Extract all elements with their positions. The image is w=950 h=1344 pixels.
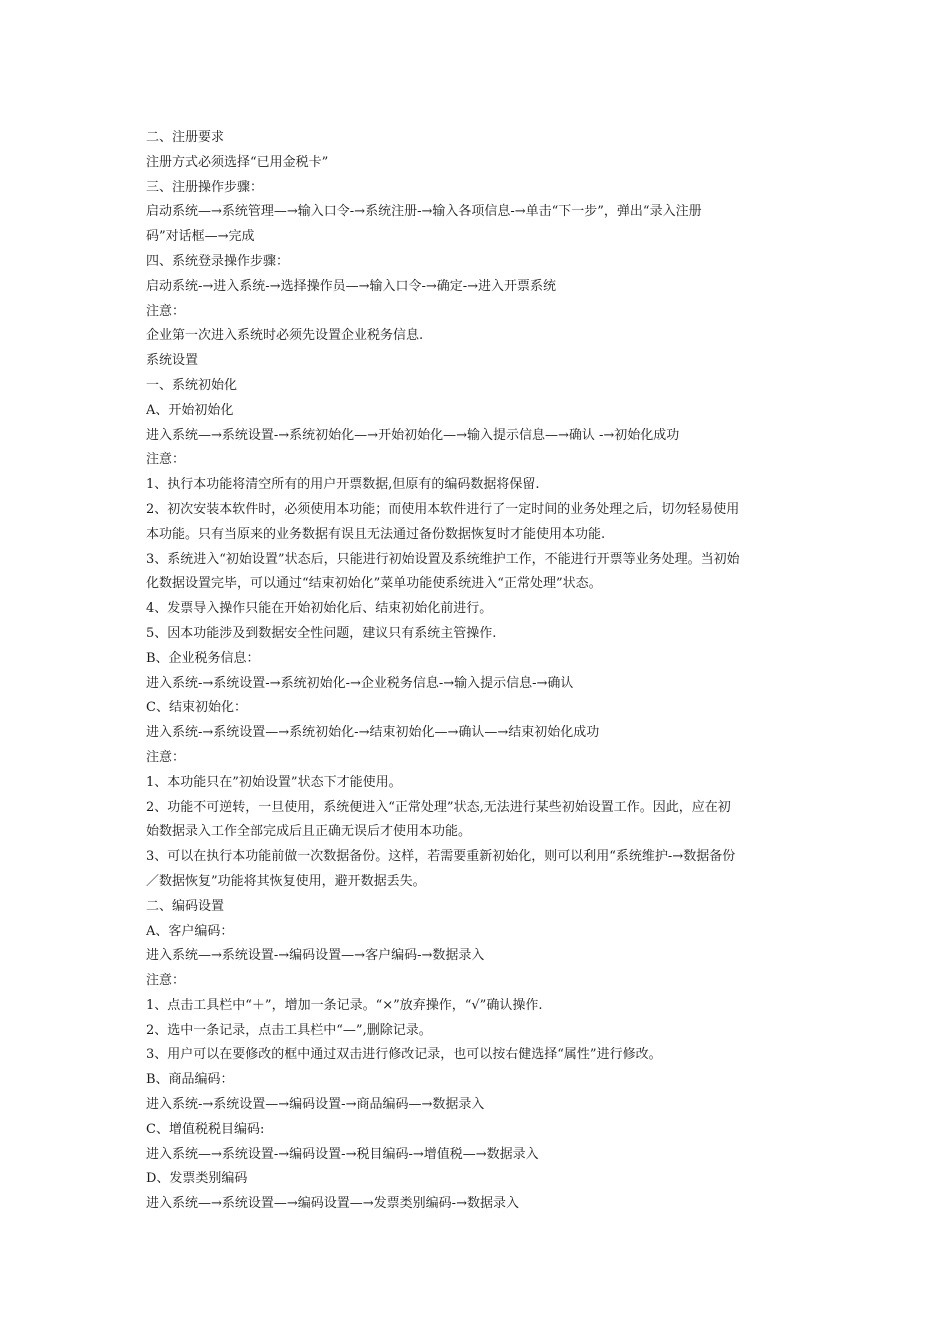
text-line: B、商品编码： — [146, 1072, 234, 1088]
text-line: D、发票类别编码 — [146, 1171, 248, 1187]
text-line: 3、可以在执行本功能前做一次数据备份。这样，若需要重新初始化，则可以利用“系统维护-→数据备份 — [146, 849, 736, 865]
text-line: 3、用户可以在要修改的框中通过双击进行修改记录，也可以按右健选择“属性”进行修改。 — [146, 1047, 662, 1063]
text-line: 注意： — [146, 973, 186, 989]
text-line: 企业第一次进入系统时必须先设置企业税务信息. — [146, 328, 424, 344]
text-line: C、增值税税目编码: — [146, 1121, 265, 1137]
text-line: 进入系统-→系统设置-→系统初始化-→企业税务信息-→输入提示信息-→确认 — [146, 675, 574, 691]
text-line: A、客户编码： — [146, 923, 234, 939]
text-line: 注册方式必须选择“已用金税卡” — [146, 154, 329, 170]
text-line: 1、点击工具栏中“＋”，增加一条记录。“×”放弃操作，“√”确认操作. — [146, 997, 543, 1013]
text-line: C、结束初始化： — [146, 700, 247, 716]
text-line: 2、功能不可逆转，一旦使用，系统便进入“正常处理”状态,无法进行某些初始设置工作。因此，应在初 — [146, 799, 731, 815]
text-line: 启动系统-→进入系统-→选择操作员—→输入口令-→确定-→进入开票系统 — [146, 278, 557, 294]
document-body — [146, 126, 806, 1217]
text-line: 5、因本功能涉及到数据安全性问题，建议只有系统主管操作. — [146, 625, 497, 641]
text-line: 进入系统-→系统设置—→系统初始化-→结束初始化—→确认—→结束初始化成功 — [146, 725, 600, 741]
text-line: 3、系统进入“初始设置”状态后，只能进行初始设置及系统维护工作，不能进行开票等业务处理。当初始 — [146, 551, 740, 567]
text-line: 2、初次安装本软件时，必须使用本功能；而使用本软件进行了一定时间的业务处理之后，切勿轻易使用 — [146, 501, 740, 517]
text-line: 二、注册要求 — [146, 130, 225, 145]
text-line: 进入系统—→系统设置-→系统初始化—→开始初始化—→输入提示信息—→确认 -→初始化成功 — [146, 427, 680, 443]
text-line: 三、注册操作步骤： — [146, 179, 264, 195]
text-line: 始数据录入工作全部完成后且正确无误后才使用本功能。 — [146, 824, 472, 840]
text-line: 进入系统—→系统设置-→编码设置-→税目编码-→增值税—→数据录入 — [146, 1146, 539, 1162]
text-line: 2、选中一条记录，点击工具栏中“—”,删除记录。 — [146, 1022, 432, 1038]
text-line: 系统设置 — [146, 353, 199, 369]
text-line: ／数据恢复”功能将其恢复使用，避开数据丢失。 — [146, 873, 426, 889]
text-line: 二、编码设置 — [146, 898, 225, 914]
text-line: 启动系统—→系统管理—→输入口令-→系统注册-→输入各项信息-→单击“下一步”，弹出“录入注册 — [146, 204, 702, 220]
text-line: 一、系统初始化 — [146, 377, 238, 393]
text-line: A、开始初始化 — [146, 402, 234, 418]
text-line: B、企业税务信息： — [146, 650, 260, 666]
text-line: 进入系统—→系统设置-→编码设置—→客户编码-→数据录入 — [146, 948, 485, 964]
text-line: 注意： — [146, 452, 186, 468]
text-line: 进入系统—→系统设置—→编码设置—→发票类别编码-→数据录入 — [146, 1196, 519, 1212]
text-line: 注意： — [146, 303, 186, 319]
text-line: 化数据设置完毕，可以通过“结束初始化”菜单功能使系统进入“正常处理”状态。 — [146, 576, 602, 592]
text-line: 1、本功能只在”初始设置”状态下才能使用。 — [146, 774, 402, 790]
text-line: 4、发票导入操作只能在开始初始化后、结束初始化前进行。 — [146, 601, 493, 617]
text-line: 1、执行本功能将清空所有的用户开票数据,但原有的编码数据将保留. — [146, 477, 540, 493]
text-line: 本功能。只有当原来的业务数据有误且无法通过备份数据恢复时才能使用本功能. — [146, 526, 606, 542]
text-line: 注意： — [146, 749, 186, 765]
text-line: 进入系统-→系统设置—→编码设置-→商品编码—→数据录入 — [146, 1097, 485, 1113]
text-line: 四、系统登录操作步骤： — [146, 253, 290, 269]
text-line: 码”对话框—→完成 — [146, 229, 255, 245]
